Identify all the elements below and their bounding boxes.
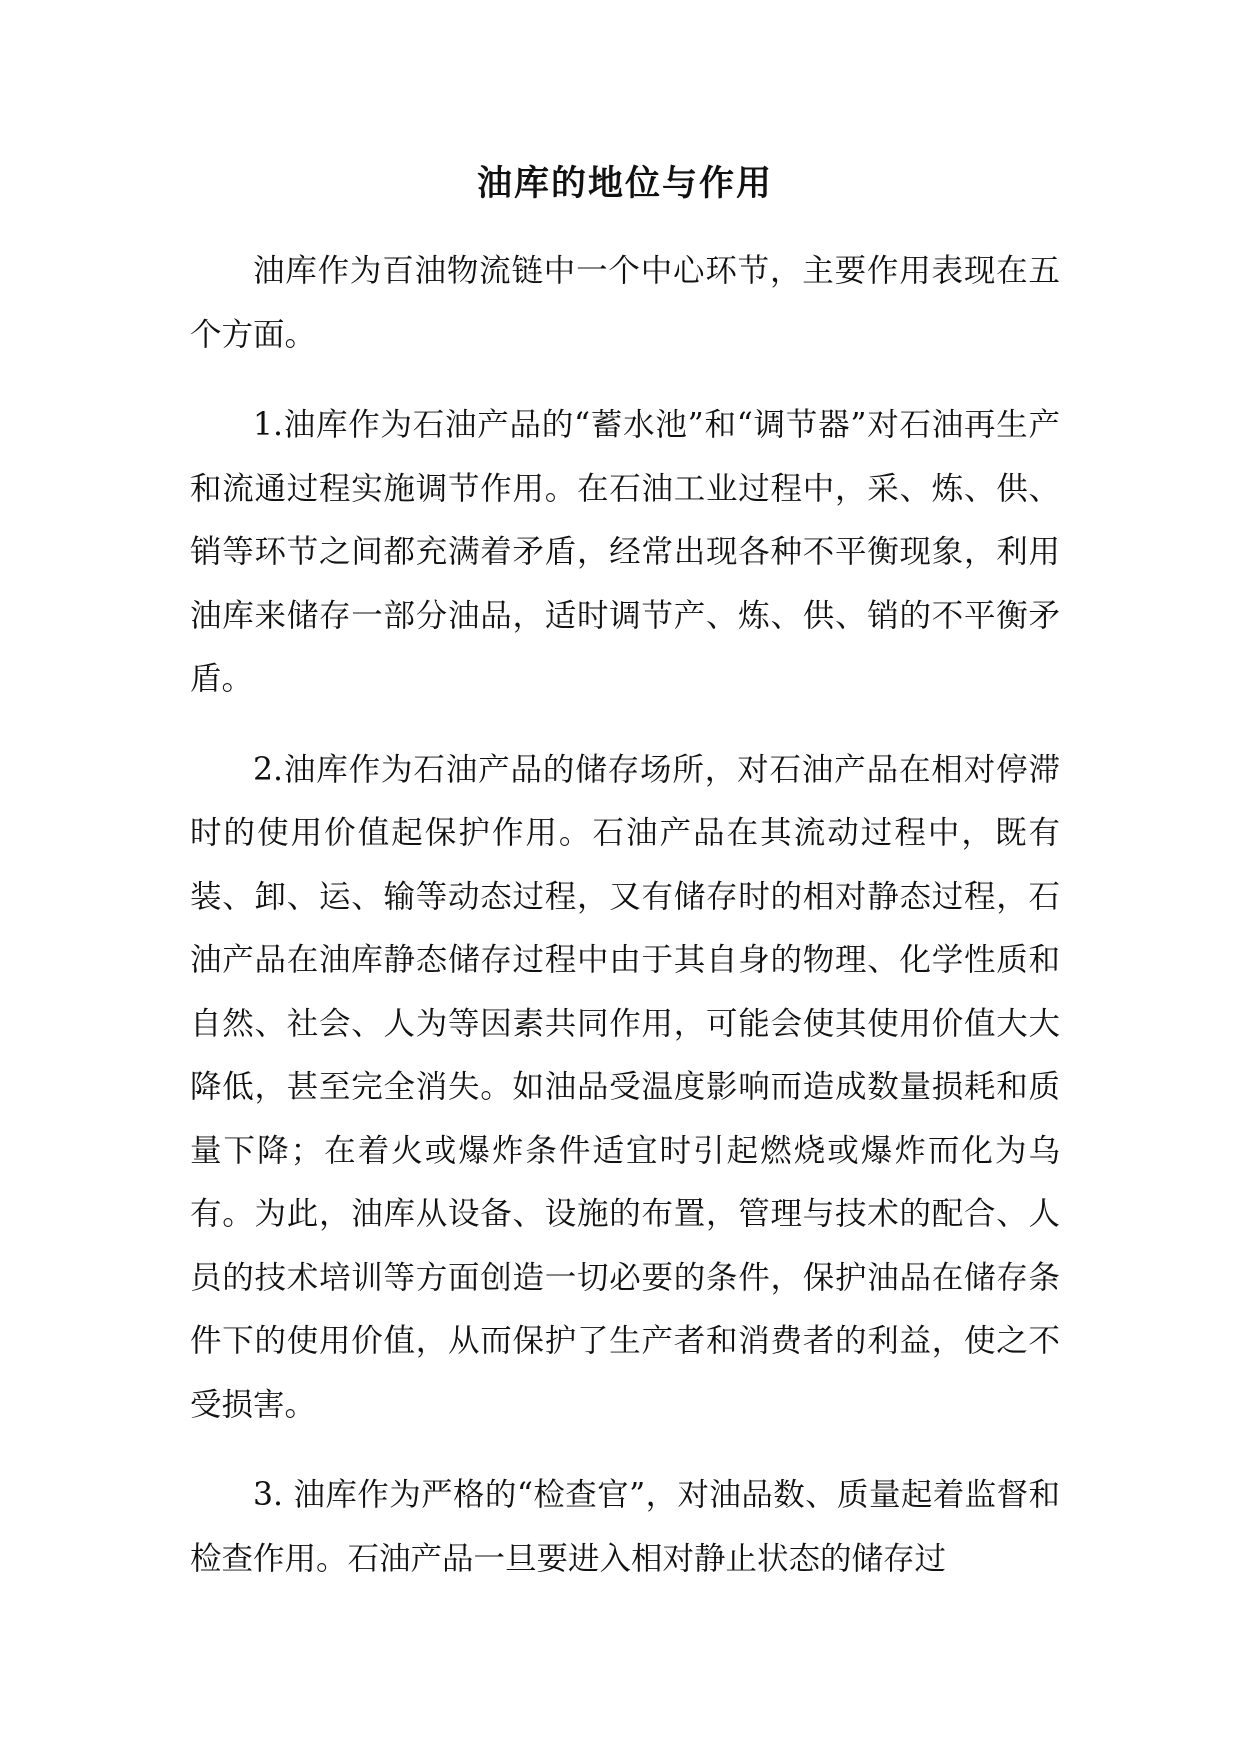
intro-paragraph: 油库作为百油物流链中一个中心环节，主要作用表现在五个方面。: [190, 253, 1060, 353]
page-title: 油库的地位与作用: [476, 163, 773, 204]
document-body: [190, 150, 1060, 1618]
paragraph-3: 3. 油库作为严格的“检查官”，对油品数、质量起着监督和检查作用。石油产品一旦要进入相对静止状态的储存过: [190, 1477, 1060, 1577]
paragraph-1: 1.油库作为石油产品的“蓄水池”和“调节器”对石油再生产和流通过程实施调节作用。在石油工业过程中，采、炼、供、销等环节之间都充满着矛盾，经常出现各种不平衡现象，利用油库来储存一部分油品，适时调节产、炼、供、销的不平衡矛盾。: [190, 407, 1060, 697]
paragraph-2: 2.油库作为石油产品的储存场所，对石油产品在相对停滞时的使用价值起保护作用。石油产品在其流动过程中，既有装、卸、运、输等动态过程，又有储存时的相对静态过程，石油产品在油库静态储存过程中由于其自身的物理、化学性质和自然、社会、人为等因素共同作用，可能会使其使用价值大大降低，甚至完全消失。如油品受温度影响而造成数量损耗和质量下降；在着火或爆炸条件适宜时引起燃烧或爆炸而化为乌有。为此，油库从设备、设施的布置，管理与技术的配合、人员的技术培训等方面创造一切必要的条件，保护油品在储存条件下的使用价值，从而保护了生产者和消费者的利益，使之不受损害。: [190, 751, 1060, 1423]
